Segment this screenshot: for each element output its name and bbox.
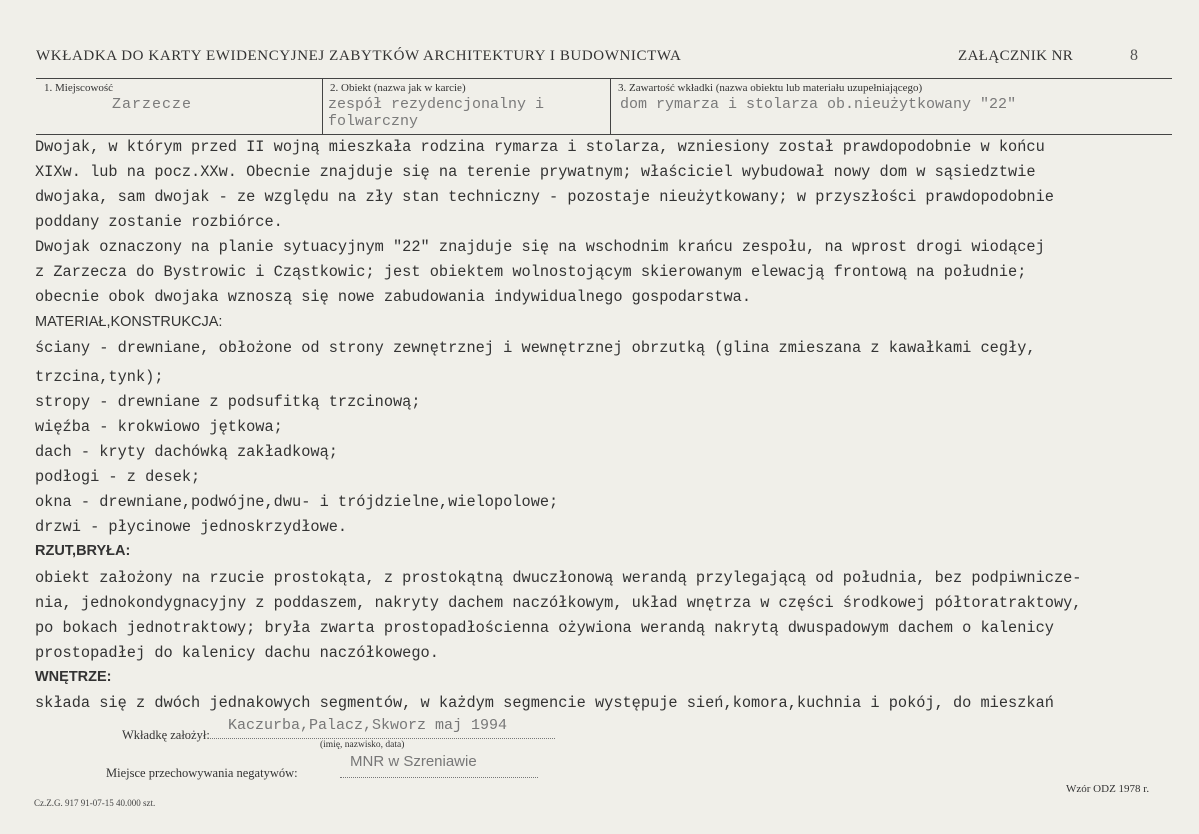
body-line: składa się z dwóch jednakowych segmentów, w każdym segmencie występuje sień,komora,kuchnia i pokój, do mieszkań [35,694,1054,712]
body-line: XIXw. lub na pocz.XXw. Obecnie znajduje się na terenie prywatnym; właściciel wybudował nowy dom w sąsiedztwie [35,163,1036,181]
founder-note: (imię, nazwisko, data) [320,740,405,750]
table-bottom-rule [36,134,1172,135]
attachment-label: ZAŁĄCZNIK NR [958,48,1074,64]
body-line: Dwojak oznaczony na planie sytuacyjnym "22" znajduje się na wschodnim krańcu zespołu, na wprost drogi wiodącej [35,238,1045,256]
body-line: obiekt założony na rzucie prostokąta, z prostokątną dwuczłonową werandą przylegającą od południa, bez podpiwnicze- [35,569,1082,587]
insert-content-value: dom rymarza i stolarza ob.nieużytkowany "22" [620,96,1017,113]
attachment-number: 8 [1130,47,1138,64]
body-line: poddany zostanie rozbiórce. [35,213,283,231]
locality-label: 1. Miejscowość [44,82,114,94]
negatives-dotted-line [340,777,538,778]
body-line: podłogi - z desek; [35,468,201,486]
body-line: dach - kryty dachówką zakładkową; [35,443,338,461]
table-top-rule [36,78,1172,79]
form-title: WKŁADKA DO KARTY EWIDENCYJNEJ ZABYTKÓW ARCHITEKTURY I BUDOWNICTWA [36,48,682,64]
body-line: Dwojak, w którym przed II wojną mieszkała rodzina rymarza i stolarza, wzniesiony został prawdopodobnie w końcu [35,138,1045,156]
founder-value: Kaczurba,Palacz,Skworz maj 1994 [228,717,508,734]
section-heading-material: MATERIAŁ,KONSTRUKCJA: [35,314,223,330]
body-line: okna - drewniane,podwójne,dwu- i trójdzielne,wielopolowe; [35,493,559,511]
print-code: Cz.Z.G. 917 91-07-15 40.000 szt. [34,798,156,808]
section-heading-interior: WNĘTRZE: [35,669,112,685]
insert-content-label: 3. Zawartość wkładki (nazwa obiektu lub materiału uzupełniającego) [618,82,923,94]
negatives-label: Miejsce przechowywania negatywów: [106,766,298,780]
negatives-value: MNR w Szreniawie [350,753,477,770]
founder-dotted-line [210,738,555,739]
body-line: stropy - drewniane z podsufitką trzcinową; [35,393,421,411]
form-reference: Wzór ODZ 1978 r. [1066,783,1150,795]
body-line: obecnie obok dwojaka wznoszą się nowe zabudowania indywidualnego gospodarstwa. [35,288,752,306]
body-line: ściany - drewniane, obłożone od strony zewnętrznej i wewnętrznej obrzutką (glina zmieszana z kawałkami cegły, [35,339,1036,357]
object-value-line2: folwarczny [328,113,419,130]
body-line: dwojaka, sam dwojak - ze względu na zły stan techniczny - pozostaje nieużytkowany; w przyszłości prawdopodobnie [35,188,1054,206]
founder-label: Wkładkę założył: [122,728,210,742]
body-line: z Zarzecza do Bystrowic i Cząstkowic; jest obiektem wolnostojącym skierowanym elewacją frontową na południe; [35,263,1027,281]
locality-value: Zarzecze [112,96,193,113]
body-line: nia, jednokondygnacyjny z poddaszem, nakryty dachem naczółkowym, układ wnętrza w części środkowej półtoratraktowy, [35,594,1082,612]
column-divider-1 [322,78,323,134]
body-line: po bokach jednotraktowy; bryła zwarta prostopadłościenna ożywiona werandą nakrytą dwuspadowym dachem o kalenicy [35,619,1054,637]
column-divider-2 [610,78,611,134]
body-line: prostopadłej do kalenicy dachu naczółkowego. [35,644,439,662]
body-line: trzcina,tynk); [35,368,164,386]
object-label: 2. Obiekt (nazwa jak w karcie) [330,82,466,94]
body-line: więźba - krokwiowo jętkowa; [35,418,283,436]
body-line: drzwi - płycinowe jednoskrzydłowe. [35,518,348,536]
section-heading-plan: RZUT,BRYŁA: [35,543,131,559]
object-value-line1: zespół rezydencjonalny i [328,96,545,113]
